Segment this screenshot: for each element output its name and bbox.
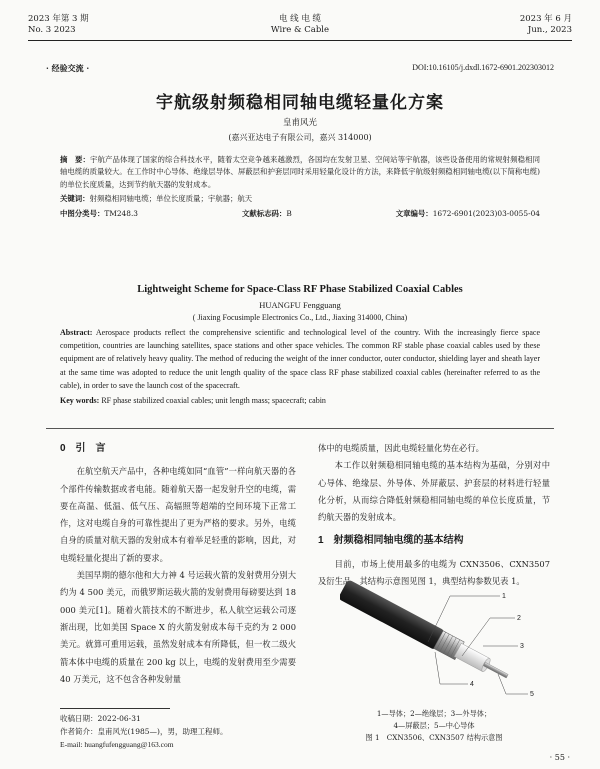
footnote-rule xyxy=(60,708,170,709)
figure-title: 图 1 CXN3506、CXN3507 结构示意图 xyxy=(365,733,503,742)
section-1-heading: 1 射频稳相同轴电缆的基本结构 xyxy=(318,535,464,547)
header-issue-en: No. 3 2023 xyxy=(28,25,76,35)
right-col-continuation: 体中的电缆质量，因此电缆轻量化势在必行。 xyxy=(318,443,484,453)
paper-title-en: Lightweight Scheme for Space-Class RF Phase Stabilized Coaxial Cables xyxy=(137,284,463,295)
doc-code-label: 文献标志码： xyxy=(241,208,287,218)
received-date: 收稿日期：2022-06-31 xyxy=(60,714,141,723)
clc-number: TM248.3 xyxy=(104,208,139,218)
doc-code: B xyxy=(286,208,292,218)
keywords-zh-label: 关键词： xyxy=(60,194,90,204)
header-right xyxy=(520,14,572,36)
footnote xyxy=(60,712,227,751)
figure-legend-line-2: 4—屏蔽层；5—中心导体 xyxy=(393,721,475,730)
affiliation-en: ( Jiaxing Focusimple Electronics Co., Ltd., Jiaxing 314000, China) xyxy=(192,313,408,322)
keywords-zh: 射频稳相同轴电缆；单位长度质量；宇航器；航天 xyxy=(89,194,253,204)
affiliation-zh: (嘉兴亚达电子有限公司，嘉兴 314000) xyxy=(228,133,372,142)
figure-label-3: 3 xyxy=(520,643,524,650)
doi: DOI:10.16105/j.dxdl.1672-6901.202303012 xyxy=(412,63,554,72)
author-bio: 作者简介：皇甫风光(1985—)，男，助理工程师。 xyxy=(60,727,228,736)
abstract-zh-text: 宇航产品体现了国家的综合科技水平，随着太空竞争越来越激烈，各国均在发射卫星、空间站等宇航器，该些设备使用的常规射频稳相同轴电缆的质量较大。在工作时中心导体、绝缘层导体、屏蔽层和护套层同时采用轻量化设计的方法，来降低宇航级射频稳相同轴电缆(以下简称电缆)的单位长度质量，达到节约航天器的发射成本。 xyxy=(60,155,540,189)
author-en: HUANGFU Fengguang xyxy=(259,300,341,310)
figure-label-2: 2 xyxy=(517,615,521,622)
author-email: E-mail: huangfufengguang@163.com xyxy=(60,740,174,749)
journal-name-zh: 电 线 电 缆 xyxy=(278,14,322,24)
author-zh: 皇甫风光 xyxy=(282,118,317,128)
abstract-rule xyxy=(46,428,554,429)
header-rule xyxy=(28,40,572,41)
abstract-zh xyxy=(60,154,540,220)
journal-name-en: Wire & Cable xyxy=(270,25,330,35)
abstract-zh-label: 摘 要： xyxy=(60,155,91,164)
article-number: 1672-6901(2023)03-0055-04 xyxy=(432,208,540,218)
left-column xyxy=(60,440,296,688)
abstract-en xyxy=(60,326,540,407)
right-paragraph-2: 目前，市场上使用最多的电缆为 CXN3506、CXN3507 及衍生品，其结构示意图见图 1，典型结构参数见表 1。 xyxy=(318,558,550,587)
intro-paragraph-2: 美国早期的德尔他和大力神 4 号运载火箭的发射费用分别大约为 4 500 美元，而俄罗斯运载火箭的发射费用每磅要达到 18 000 美元[1]。随着火箭技术的不断进步，私人航空运载公司逐渐出现，比如美国 Space X 的火箭发射成本每千克约为 2 000 美元。就算可重用运载，虽然发射成本有所降低，但一枚二级火箭本体中电缆的质量在 200 kg 以上，电缆的发射费用至少需要 40 万美元，这不包含各种发射量 xyxy=(60,570,296,684)
abstract-en-text: Aerospace products reflect the comprehensive scientific and technological level of the country. With the increasingly fierce space competition, countries are launching satellites, space stations and other space vehicles. The common RF stable phase coaxial cables used by these equipment are of relatively heavy quality. The method of reducing the weight of the inner conductor, outer conductor, shielding layer and sheath layer at the same time was adopted to reduce the unit length quality of the space class RF phase stabilized coaxial cables (hereinafter referred to as the cable), in order to save the launch cost of the spacecraft. xyxy=(60,328,541,390)
cable-structure-figure xyxy=(340,580,550,705)
page-number: · 55 · xyxy=(549,753,570,762)
figure-label-5: 5 xyxy=(530,691,534,698)
clc-label: 中图分类号： xyxy=(60,208,105,218)
cable-center-conductor xyxy=(483,662,508,678)
figure-caption xyxy=(318,708,550,744)
paper-title-zh: 宇航级射频稳相同轴电缆轻量化方案 xyxy=(156,93,444,113)
section-tag: · 经验交流 · xyxy=(46,63,90,73)
keywords-en-label: Key words: xyxy=(60,396,100,406)
article-no-label: 文章编号： xyxy=(395,208,433,218)
abstract-en-label: Abstract: xyxy=(60,328,93,337)
header-center xyxy=(0,14,600,36)
header-date-zh: 2023 年 6 月 xyxy=(519,14,572,24)
cable-jacket xyxy=(340,580,445,650)
right-column xyxy=(318,440,550,590)
figure-label-1: 1 xyxy=(502,593,506,600)
section-0-heading: 0 引 言 xyxy=(60,443,106,454)
header-date-en: Jun., 2023 xyxy=(527,25,572,35)
intro-paragraph-1: 在航空航天产品中，各种电缆如同“血管”一样向航天器的各个部件传输数据或者电能。随着航天器一起发射升空的电缆，需要在高温、低温、低气压、高辐照等超端的空间环境下正常工作，这对电缆自身的可靠性提出了更为严格的要求。另外，电缆自身的质量对航天器的发射成本有着举足轻重的影响，因此，对电缆轻量化提出了新的要求。 xyxy=(60,466,296,563)
right-paragraph-1: 本工作以射频稳相同轴电缆的基本结构为基础，分别对中心导体、绝缘层、外导体、外屏蔽层、护套层的材料进行轻量化分析，从而综合降低射频稳相同轴电缆的单位长度质量，节约航天器的发射成本。 xyxy=(318,460,550,523)
figure-label-4: 4 xyxy=(470,681,474,688)
figure-legend-line-1: 1—导体；2—绝缘层；3—外导体； xyxy=(376,709,492,718)
keywords-en: RF phase stabilized coaxial cables; unit length mass; spacecraft; cabin xyxy=(101,396,326,406)
header-issue-zh: 2023 年第 3 期 xyxy=(28,14,89,24)
